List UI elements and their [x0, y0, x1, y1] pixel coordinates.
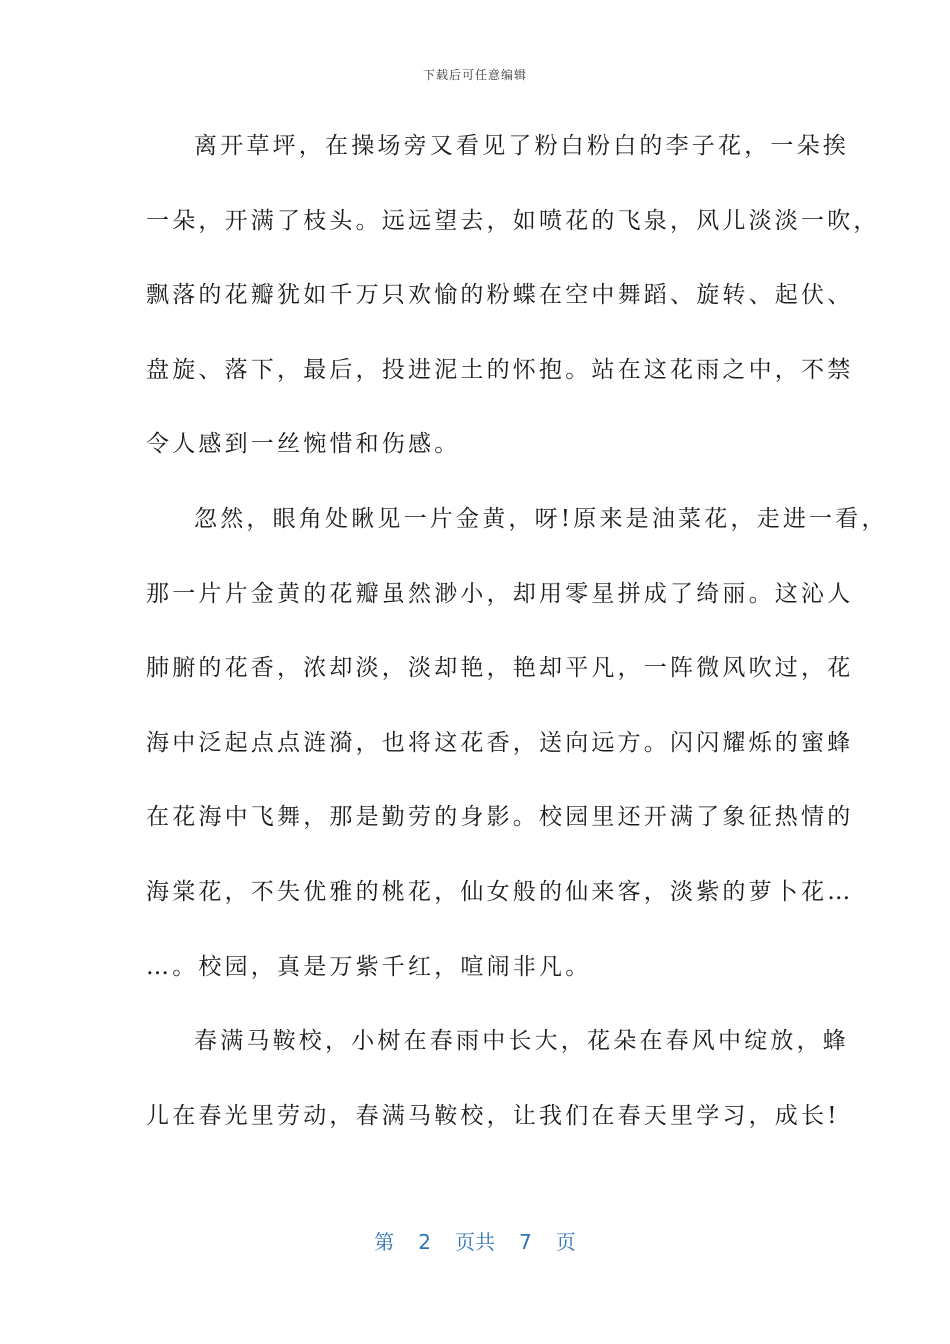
footer-current-page: 2 [418, 1230, 431, 1254]
footer-middle: 页共 [455, 1230, 495, 1254]
paragraph-line: 儿在春光里劳动，春满马鞍校，让我们在春天里学习，成长! [146, 1102, 840, 1129]
paragraph-line: 海中泛起点点涟漪，也将这花香，送向远方。闪闪耀烁的蜜蜂 [146, 729, 854, 756]
document-body [146, 128, 888, 1172]
paragraph-line: 离开草坪，在操场旁又看见了粉白粉白的李子花，一朵挨 [194, 133, 849, 159]
paragraph-line: 飘落的花瓣犹如千万只欢愉的粉蝶在空中舞蹈、旋转、起伏、 [146, 282, 854, 309]
paragraph-line: 在花海中飞舞，那是勤劳的身影。校园里还开满了象征热情的 [146, 804, 854, 831]
page-footer [0, 1226, 950, 1255]
header-note: 下载后可任意编辑 [422, 68, 527, 82]
paragraph-line: 一朵，开满了枝头。远远望去，如喷花的飞泉，风儿淡淡一吹， [146, 207, 880, 234]
paragraph-line: 春满马鞍校，小树在春雨中长大，花朵在春风中绽放，蜂 [194, 1028, 849, 1055]
paragraph-line: 盘旋、落下，最后，投进泥土的怀抱。站在这花雨之中，不禁 [146, 356, 854, 383]
footer-suffix: 页 [555, 1230, 576, 1254]
paragraph-line: 忽然，眼角处瞅见一片金黄，呀!原来是油菜花，走进一看， [194, 505, 888, 532]
footer-total-pages: 7 [519, 1230, 532, 1254]
paragraph-line: 令人感到一丝惋惜和伤感。 [146, 431, 461, 458]
paragraph-line: 那一片片金黄的花瓣虽然渺小，却用零星拼成了绮丽。这沁人 [146, 580, 854, 607]
paragraph-line: 肺腑的花香，浓却淡，淡却艳，艳却平凡，一阵微风吹过，花 [146, 655, 854, 682]
paragraph-line: …。校园，真是万紫千红，喧闹非凡。 [146, 953, 592, 980]
footer-prefix: 第 [374, 1230, 395, 1254]
paragraph-line: 海棠花，不失优雅的桃花，仙女般的仙来客，淡紫的萝卜花… [146, 878, 854, 905]
